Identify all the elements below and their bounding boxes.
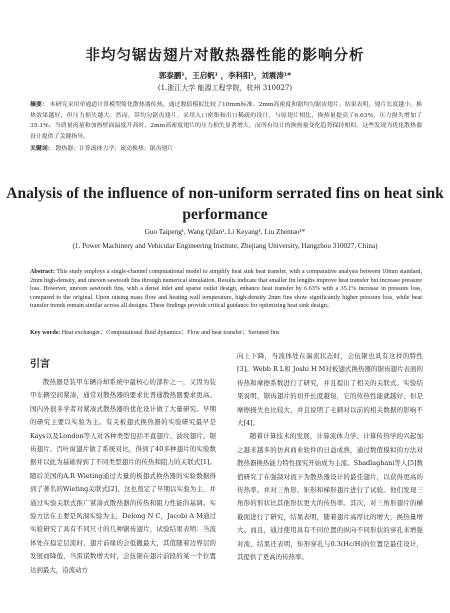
english-keywords xyxy=(30,329,422,338)
left-column xyxy=(30,376,216,577)
chinese-keywords-text: 散热器；计算流体力学；流动换热；锯齿翅片 xyxy=(55,146,174,152)
chinese-affiliation: (1.浙江大学 能源工程学院，杭州 310027) xyxy=(157,84,293,92)
english-authors: Guo Taipeng¹, Wang Qifan¹, Li Keyang¹, Liu Zhentao¹* xyxy=(144,228,306,236)
english-affiliation: (1. Power Machinery and Vehicular Engineering Institute, Zhejiang University, Hangzhou 310027, China) xyxy=(72,242,378,250)
chinese-title: 非均匀锯齿翅片对散热器性能的影响分析 xyxy=(85,48,365,64)
english-keywords-text: Heat exchanger；Computational fluid dynamics；Flow and heat transfer；Serrated fins xyxy=(61,330,280,336)
chinese-abstract-label: 摘要： xyxy=(30,102,48,108)
intro-paragraph-1-continued: 向上下降，当流体处在湍流状态时，会伍锯也具有这样的特性[3]。Webb R L和 Joshi H M对板翅式换热器的锯齿翅片表面的传热和摩擦系数进行了研究，并且提出了相关的关联式。实验结果说明，锯齿翅片的切开长度越短，它的传热性能就越好，但是摩擦损失也比较大，并且说明了毛刺对以前的相关数据的影响不大[4]。 xyxy=(237,352,423,428)
english-abstract-label: Abstract: xyxy=(30,269,55,275)
chinese-authors: 郭泰鹏¹，王启帆¹ ，李科阳¹，刘震涛¹* xyxy=(158,71,292,80)
intro-paragraph-1: 散热器是装甲车辆冷却系统中最核心的部件之一，又因为装甲车辆空间紧凑，通常对散热器的要求比普通散热器要求更高。国内外很多学者对紧凑式散热器的优化设计做了大量研究。早期的研究主要以实验为主。有关板翅式换热器的实验研究最早是Kays以及London等人对各种类型包括平直翅片、波纹翅片、锯齿翅片、百叶窗翅片做了系统对比，得到了40多种翅片的实验数据并以此为基础得到了不同类型翅片的传热和阻力的关联式[1]。随后美国的A.R Wieting通过大量的板翅式换热器的实验数据得到了著名的Wieting关联式[2]，这也奠定了早期以实验为主，并通过实验关联式推广紧凑式散热器的传热和阻力性能的基调。实验方法在主要是风洞实验为主，Delong N C，Jacobi A M通过实验研究了具有不同尺寸的几种锯齿翅片，试验结果表明：当流体处在稳定层流时，翅片前缘的会低撤最大，其值随着边界层的发展而降低，当雷诺数增大时，会伍锯在翅片前段的某一个位置达到最大，沿流动方 xyxy=(30,378,216,574)
introduction-heading: 引言 xyxy=(30,359,50,370)
right-column xyxy=(237,350,423,565)
english-abstract-text: This study employs a single-channel computational model to simplify heat sink heat transfer, with a comparative analysis between 10mm standard, 2mm high-density, and uneven sawtooth fins through numerical simulation. Results indicate that smaller fin lengths improve heat transfer but increase pressure loss. However, uneven sawtooth fins, with a dense inlet and sparse outlet design, enhance heat transfer by 6.63% with a 35.1% increase in pressure loss, compared to the original. Upon raising mass flow and heating wall temperature, high-density 2mm fins show significantly higher pressure loss, while heat transfer trends remain similar across all designs. These findings provide critical guidance for optimizing heat sink design。 xyxy=(30,269,422,310)
english-abstract xyxy=(30,268,422,311)
intro-paragraph-2: 随着计算技术的发展，计算流体力学、计算传热学的兴起加之越来越多的仿真商业软件的日益成熟，通过数值模拟的方法对散热器换热能力特性探究开始成为主流。Shadlaghani等人[5]数值研究了在强制对流下为散热器设计的最佳翅片，以获得更高的传热率。并对三角形、矩形和梯形翅片进行了试验。他们发现三角形的形状比其他形状更大的传热率。其次，对三角形翅片的横截面进行了研究，结果表明，随着翅片高厚比的增大，换热量增大。而且，通过使用具有不同位置的纵向不同形状的穿孔来增强对流，结果还表明，矩形穿孔与0.3(Hc/H)的位置是最佳设计，其提供了更高的传热率。 xyxy=(237,432,423,562)
english-title: Analysis of the influence of non-uniform serrated fins on heat sink performance xyxy=(6,185,444,223)
english-keywords-label: Key words: xyxy=(30,330,61,336)
chinese-keywords-label: 关键词： xyxy=(30,146,54,152)
chinese-abstract xyxy=(30,100,422,142)
chinese-keywords xyxy=(30,144,422,154)
chinese-abstract-text: 本研究采用单通道计算模型简化散热器传热，通过数值模拟比较了10mm标准、2mm高密度和锯均匀锯齿翅片。结果表明，翅片长度越小，换热效果越好，但压力损失越大。然而，带均匀锯齿翅片，采用入口密集和出口稀疏的设计，与原翅片相比，换热量提高了6.63%，压力损失增加了35.1%。当质量流量和加热壁面温度升高时，2mm高密度翅片的压力损失显著增大，而所有设计的换热量变化趋势保持相似。这些发现为优化散热器设计提供了关键指导。 xyxy=(30,102,423,140)
